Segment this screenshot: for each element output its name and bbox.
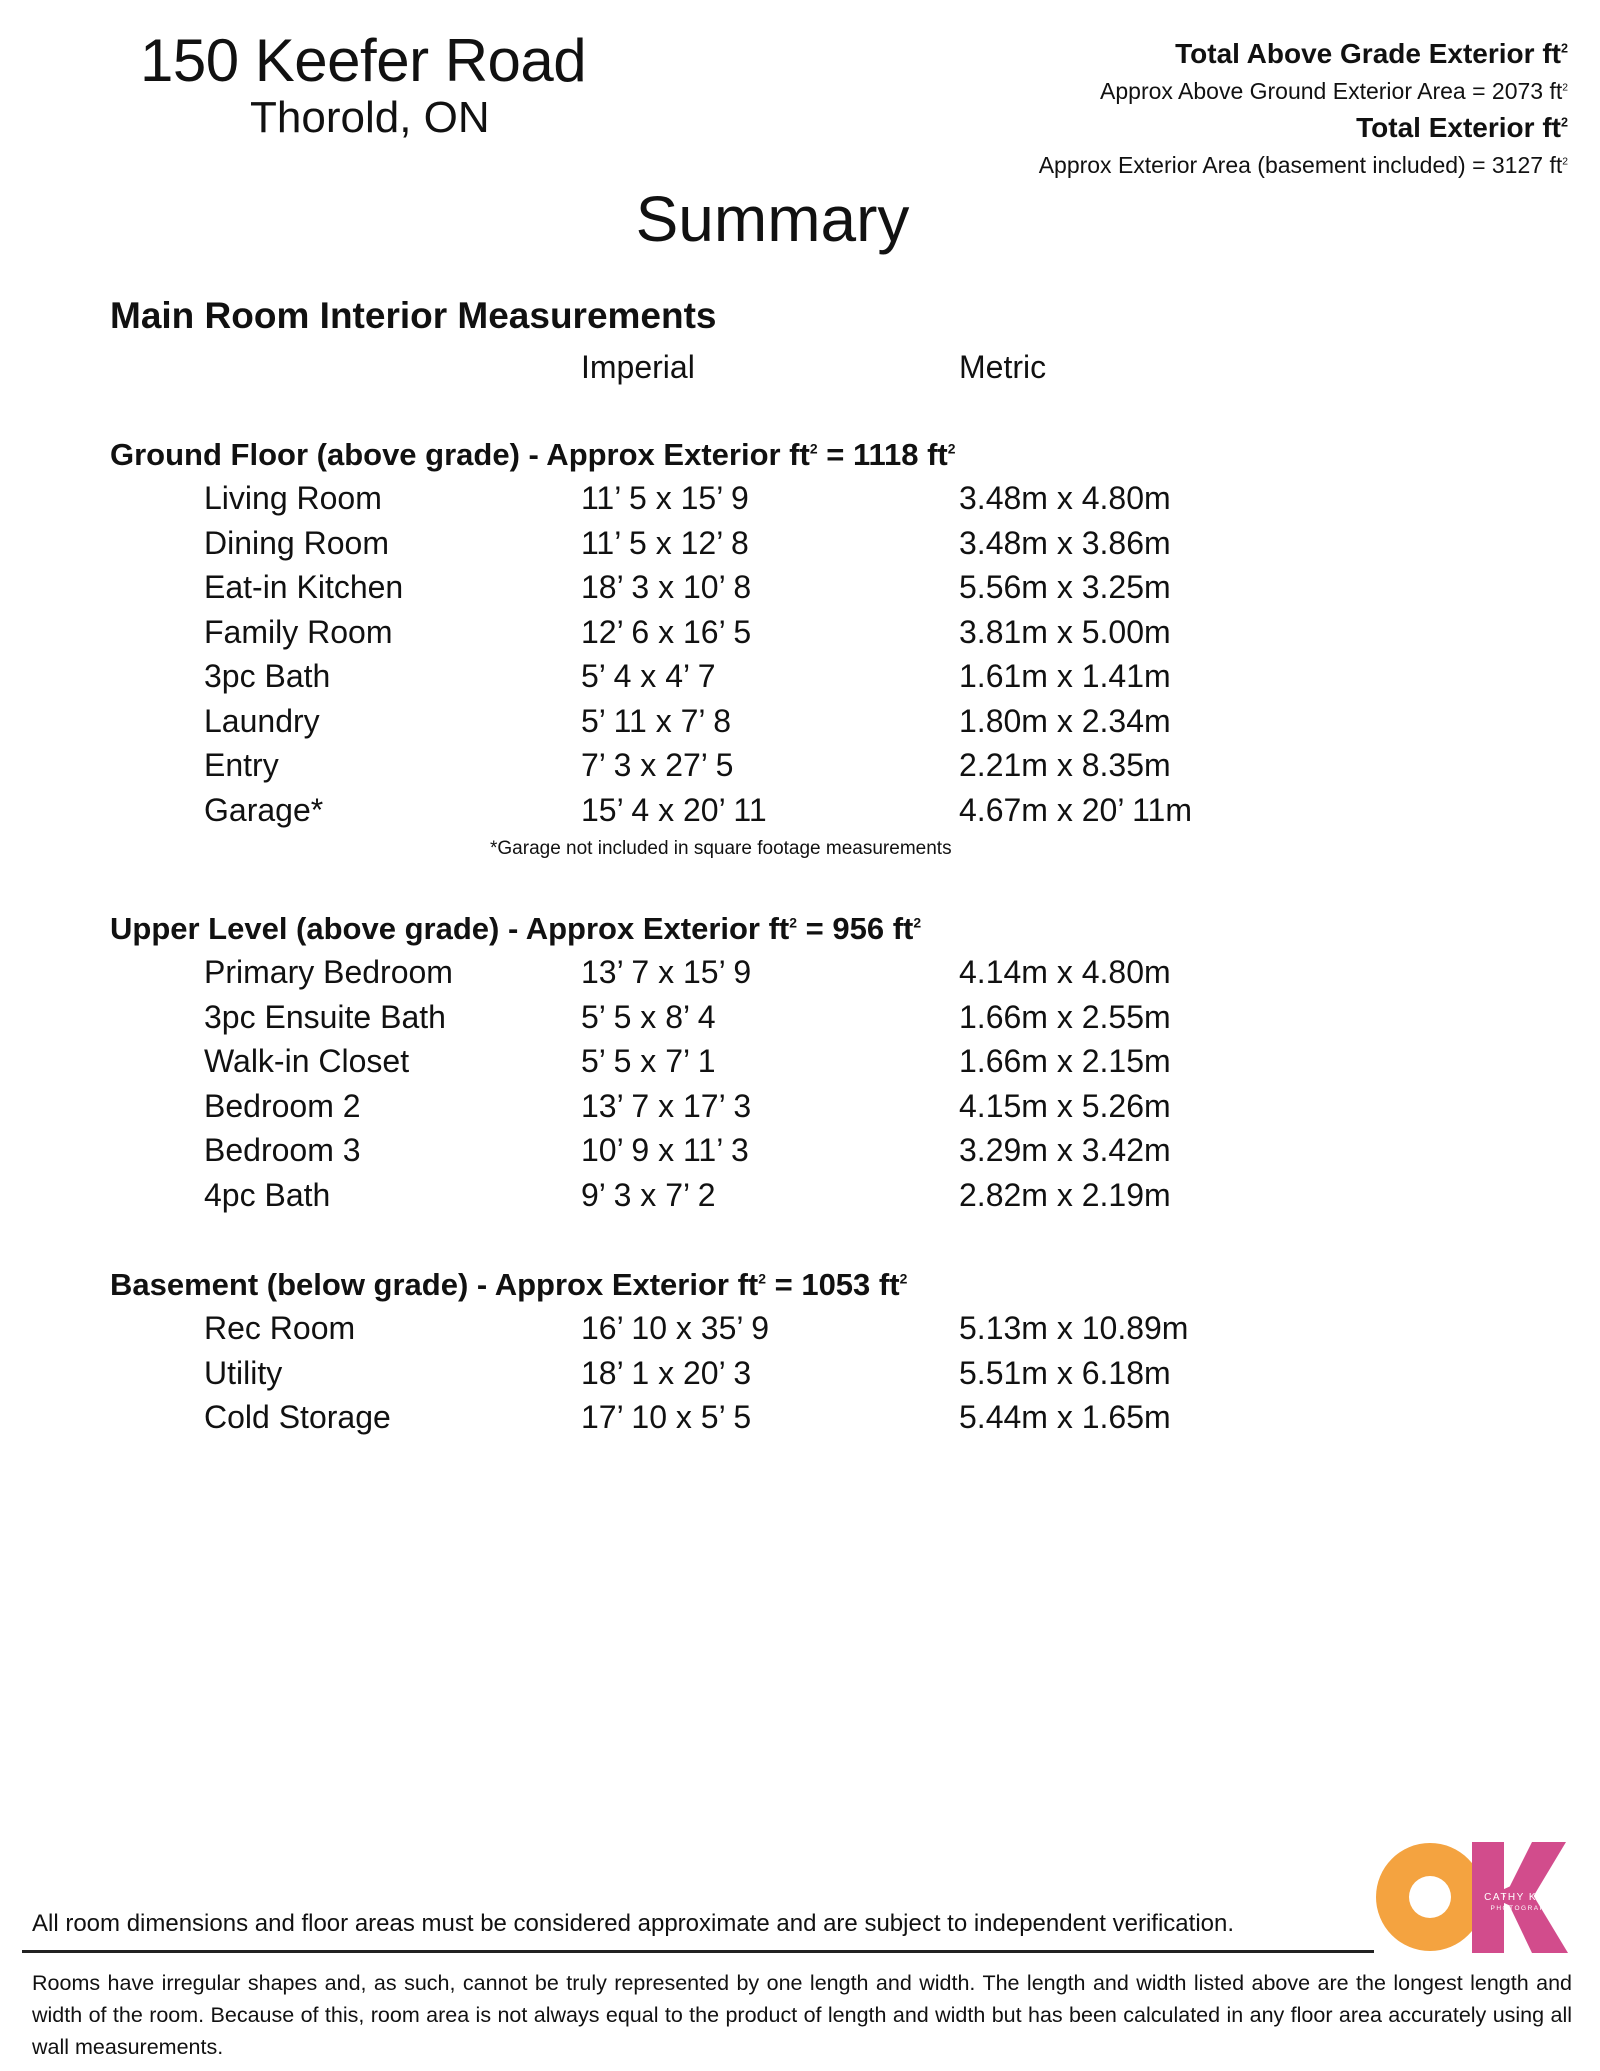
room-name: Family Room xyxy=(204,613,393,650)
room-metric: 4.15m x 5.26m xyxy=(959,1087,1171,1124)
room-row xyxy=(0,1351,1600,1395)
main-title: Main Room Interior Measurements xyxy=(110,295,717,336)
room-name: Utility xyxy=(204,1354,283,1391)
room-metric: 1.66m x 2.15m xyxy=(959,1043,1171,1079)
divider xyxy=(22,1950,1374,1953)
totals-block xyxy=(1039,36,1568,184)
room-name: Garage* xyxy=(204,791,324,828)
room-imperial: 9’ 3 x 7’ 2 xyxy=(581,1176,716,1213)
room-metric: 4.14m x 4.80m xyxy=(959,954,1171,990)
room-imperial: 5’ 5 x 8’ 4 xyxy=(581,998,716,1035)
summary-title: Summary xyxy=(635,183,910,255)
room-row xyxy=(0,476,1600,520)
room-row xyxy=(0,610,1600,654)
section-title: Upper Level (above grade) - Approx Exterior $ft^2 = 956$ $ft^2$ xyxy=(110,911,922,946)
room-name: Living Room xyxy=(204,480,382,516)
room-imperial: 18’ 3 x 10’ 8 xyxy=(581,569,752,605)
room-name: Entry xyxy=(204,747,279,783)
room-row xyxy=(0,1306,1600,1350)
room-metric: 3.29m x 3.42m xyxy=(959,1132,1171,1168)
room-metric: 5.44m x 1.65m xyxy=(959,1399,1171,1435)
room-row xyxy=(0,743,1600,787)
room-row xyxy=(0,521,1600,565)
room-row xyxy=(0,950,1600,994)
room-imperial: 10’ 9 x 11’ 3 xyxy=(581,1132,749,1168)
room-row xyxy=(0,1173,1600,1217)
room-row xyxy=(0,1395,1600,1439)
room-name: Primary Bedroom xyxy=(204,954,453,990)
section-title: Basement (below grade) - Approx Exterior $ft^2 = 1053$ $ft^2$ xyxy=(110,1267,908,1302)
logo-letters: OK xyxy=(1374,1840,1376,1841)
room-imperial: 13’ 7 x 15’ 9 xyxy=(581,954,752,990)
room-metric: 3.48m x 3.86m xyxy=(959,524,1171,561)
column-header-metric: Metric xyxy=(959,349,1047,385)
logo-o-hole xyxy=(1409,1876,1451,1918)
room-row xyxy=(0,1039,1600,1083)
room-row xyxy=(0,1128,1600,1172)
column-header-imperial: Imperial xyxy=(581,349,695,385)
room-imperial: 18’ 1 x 20’ 3 xyxy=(581,1354,752,1391)
room-name: Walk-in Closet xyxy=(204,1043,410,1079)
room-name: 4pc Bath xyxy=(204,1176,331,1213)
room-metric: 2.82m x 2.19m xyxy=(959,1176,1171,1213)
room-imperial: 12’ 6 x 16’ 5 xyxy=(581,613,752,650)
logo-brand-text: CATHY KOOP xyxy=(1484,1892,1564,1903)
room-imperial: 11’ 5 x 12’ 8 xyxy=(581,524,749,561)
room-name: Cold Storage xyxy=(204,1399,391,1435)
room-imperial: 5’ 5 x 7’ 1 xyxy=(581,1043,716,1079)
room-row xyxy=(0,654,1600,698)
room-metric: 3.81m x 5.00m xyxy=(959,613,1171,650)
total-above-grade-heading: Total Above Grade Exterior $ft^2$ xyxy=(1175,38,1568,69)
footer-note: Rooms have irregular shapes and, as such, cannot be truly represented by one length and width. The length and width listed above are the longest length and width of the room. Because of this, room area is not always equal to the product of length and width but has been calculated in any floor area accurately using all wall measurements. xyxy=(32,1971,1572,2059)
address-street: 150 Keefer Road xyxy=(140,27,587,94)
room-name: 3pc Ensuite Bath xyxy=(204,998,446,1035)
room-imperial: 5’ 4 x 4’ 7 xyxy=(581,658,716,694)
room-name: Dining Room xyxy=(204,524,389,561)
room-metric: 1.80m x 2.34m xyxy=(959,702,1171,739)
address-city: Thorold, ON xyxy=(250,93,490,142)
room-imperial: 5’ 11 x 7’ 8 xyxy=(581,702,732,739)
room-row xyxy=(0,995,1600,1039)
room-name: Bedroom 3 xyxy=(204,1132,361,1168)
room-metric: 3.48m x 4.80m xyxy=(959,480,1171,516)
room-imperial: 17’ 10 x 5’ 5 xyxy=(581,1399,752,1435)
room-row xyxy=(0,1084,1600,1128)
room-metric: 5.51m x 6.18m xyxy=(959,1354,1171,1391)
room-row xyxy=(0,565,1600,609)
room-metric: 5.13m x 10.89m xyxy=(959,1310,1189,1346)
garage-note: *Garage not included in square footage measurements xyxy=(490,838,952,859)
room-row xyxy=(0,699,1600,743)
room-imperial: 13’ 7 x 17’ 3 xyxy=(581,1087,752,1124)
total-exterior-heading: Total Exterior $ft^2$ xyxy=(1356,112,1568,143)
room-imperial: 16’ 10 x 35’ 9 xyxy=(581,1310,769,1346)
room-name: Laundry xyxy=(204,702,320,739)
room-imperial: 7’ 3 x 27’ 5 xyxy=(581,747,734,783)
room-metric: 1.66m x 2.55m xyxy=(959,998,1171,1035)
room-imperial: 15’ 4 x 20’ 11 xyxy=(581,791,767,828)
section-title: Ground Floor (above grade) - Approx Exterior $ft^2 = 1118$ $ft^2$ xyxy=(110,437,956,472)
room-metric: 4.67m x 20’ 11m xyxy=(959,791,1192,828)
room-imperial: 11’ 5 x 15’ 9 xyxy=(581,480,749,516)
total-above-grade-value: Approx Above Ground Exterior Area = 2073 $ft^2$ xyxy=(1100,78,1568,104)
room-metric: 2.21m x 8.35m xyxy=(959,747,1171,783)
room-metric: 1.61m x 1.41m xyxy=(959,658,1171,694)
room-metric: 5.56m x 3.25m xyxy=(959,569,1171,605)
total-exterior-value: Approx Exterior Area (basement included) = 3127 $ft^2$ xyxy=(1038,152,1568,178)
room-name: Eat-in Kitchen xyxy=(204,569,404,605)
disclaimer: All room dimensions and floor areas must be considered approximate and are subject to independent verification. xyxy=(32,1910,1235,1937)
room-name: 3pc Bath xyxy=(204,658,331,694)
room-name: Rec Room xyxy=(204,1310,356,1346)
room-row xyxy=(0,788,1600,832)
cathy-koop-logo xyxy=(1374,1840,1570,1955)
room-name: Bedroom 2 xyxy=(204,1087,361,1124)
logo-sub-text: PHOTOGRAPHY xyxy=(1490,1905,1558,1912)
